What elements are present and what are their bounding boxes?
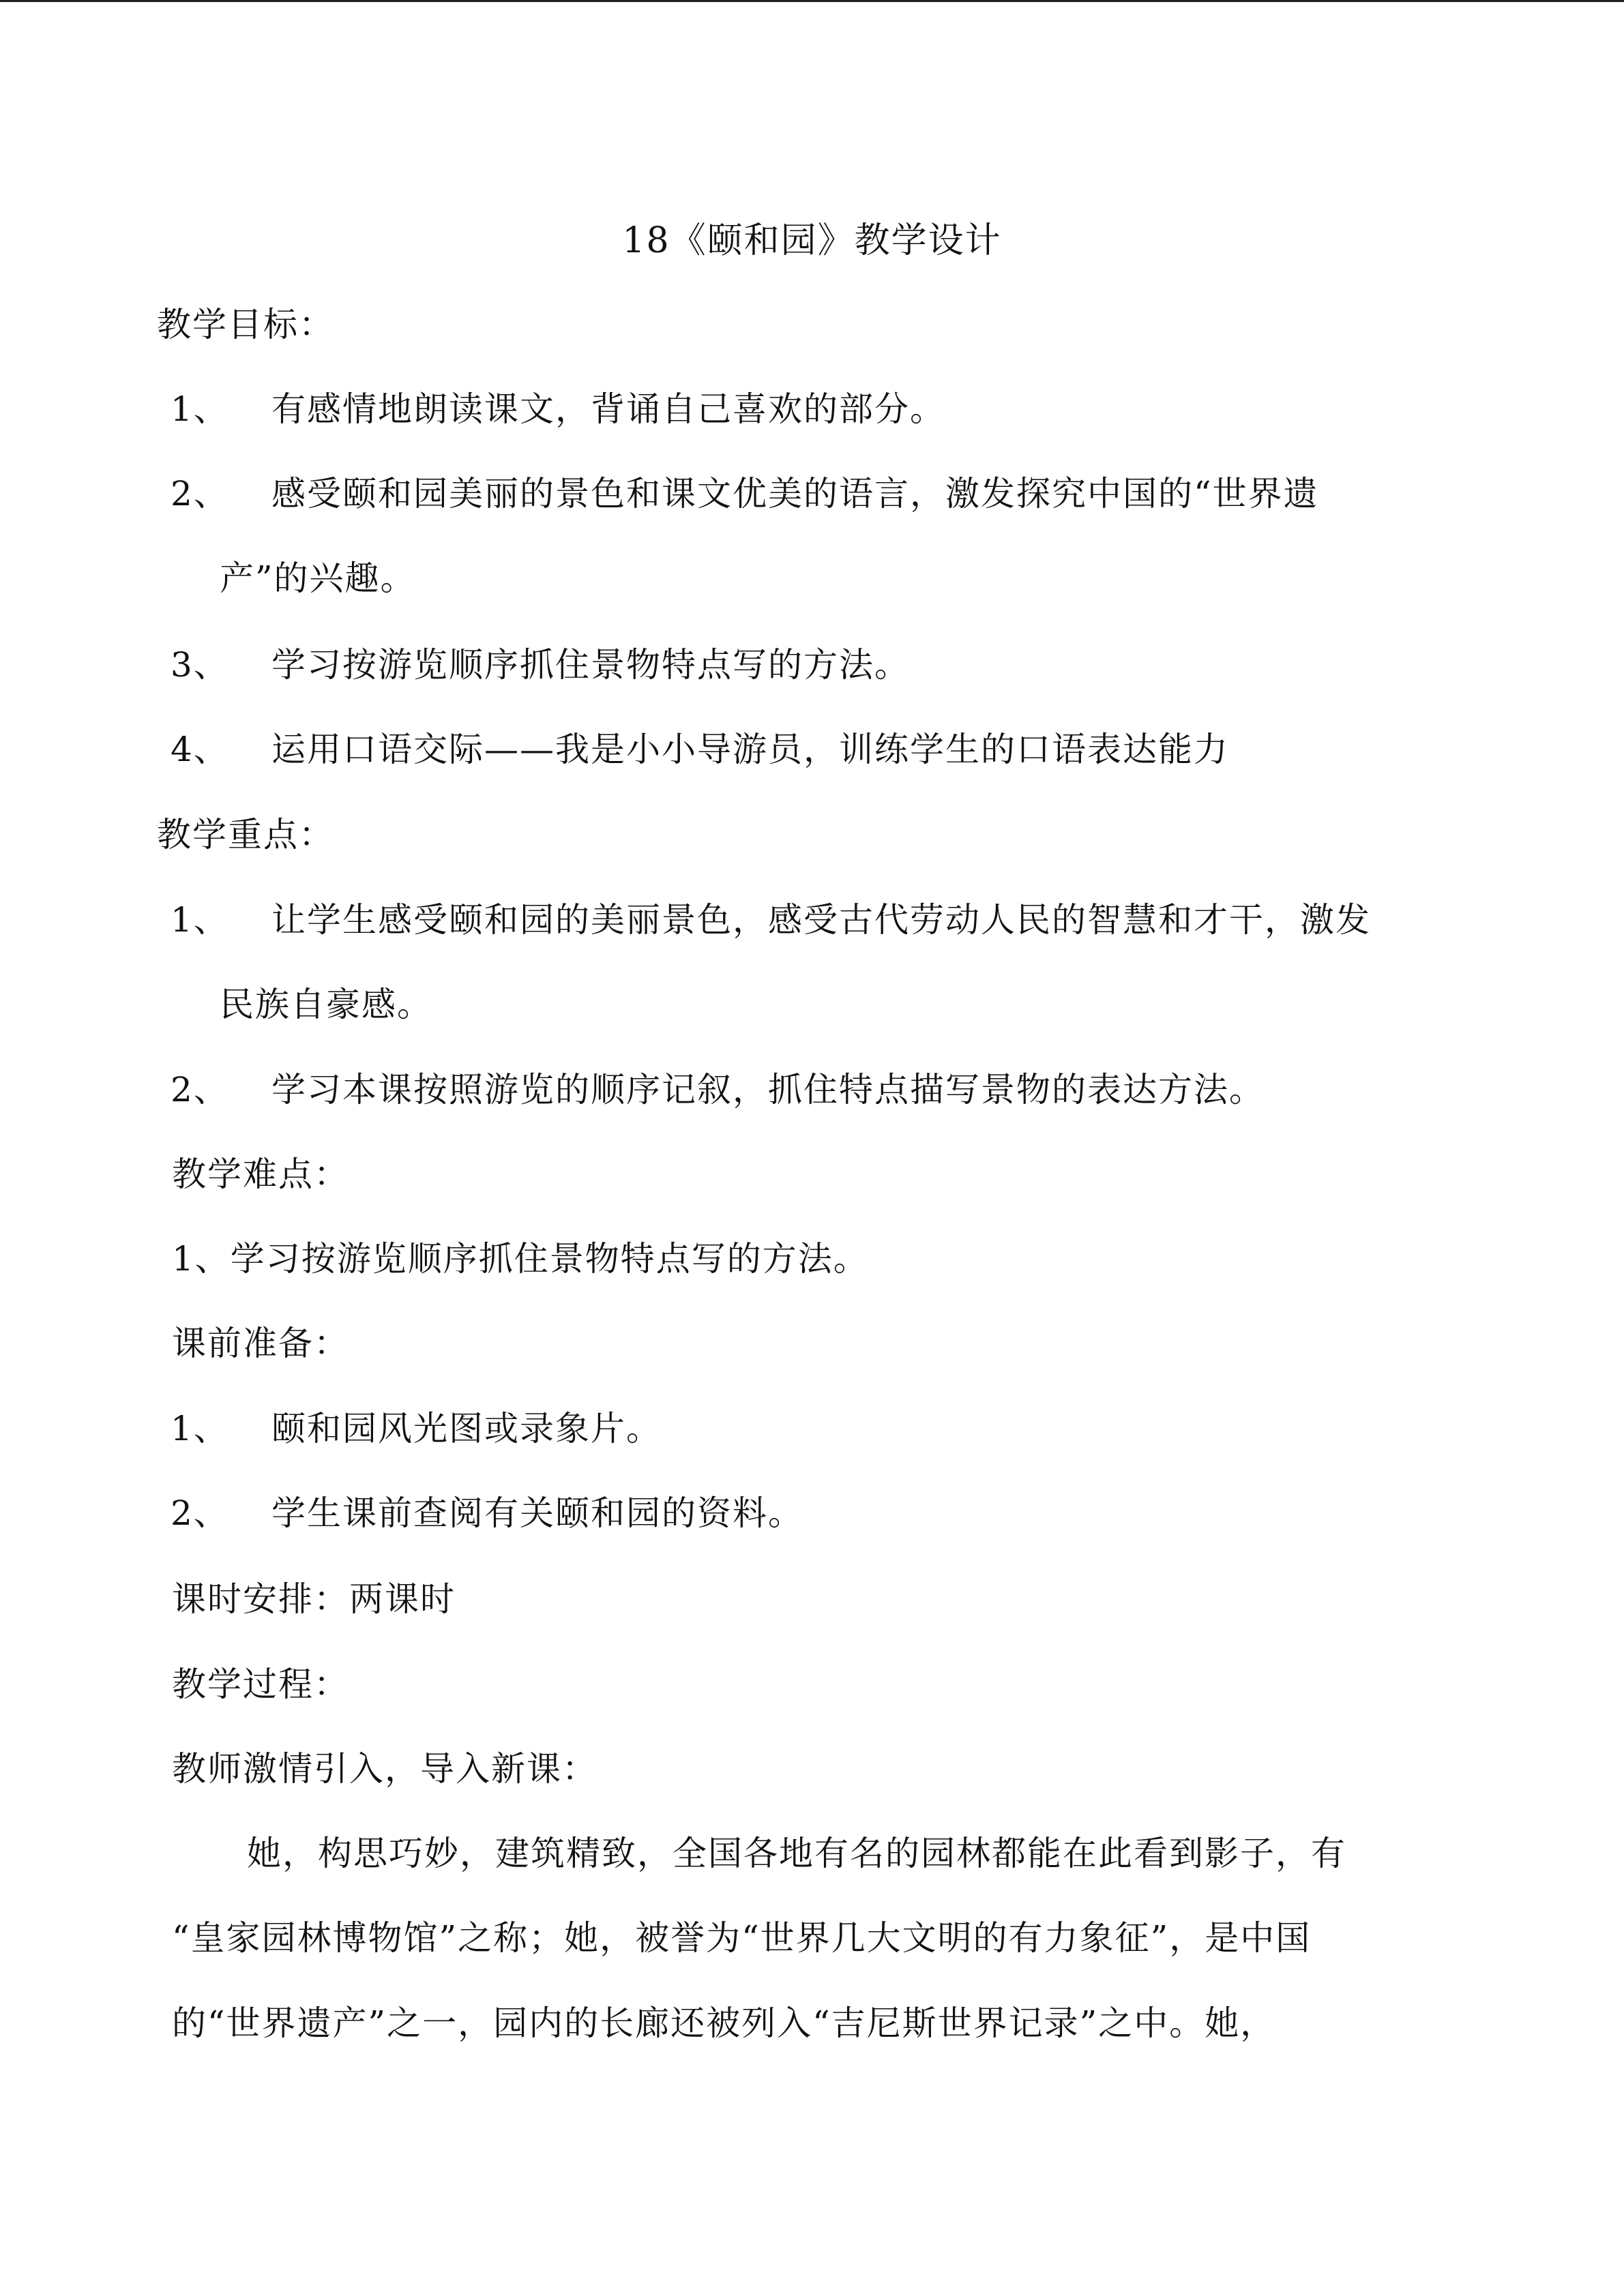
objective-item-1 [171,389,945,430]
list-text: 学生课前查阅有关颐和园的资料。 [271,1493,803,1533]
objective-item-4 [171,729,1229,770]
list-text: 有感情地朗读课文，背诵自己喜欢的部分。 [271,389,945,429]
key-point-item-1 [171,899,1371,940]
list-number: 2、 [171,474,229,513]
preparation-item-1 [171,1408,662,1449]
page-top-border [0,0,1624,2]
list-text: 学习按游览顺序抓住景物特点写的方法。 [271,645,910,685]
preparation-heading: 课前准备： [172,1324,349,1363]
list-number: 1、 [171,1409,229,1448]
list-text: 感受颐和园美丽的景色和课文优美的语言，激发探究中国的“世界遗 [271,474,1319,513]
list-text: 学习本课按照游览的顺序记叙，抓住特点描写景物的表达方法。 [271,1070,1265,1109]
objective-item-2 [171,473,1319,514]
list-text: 运用口语交际——我是小小导游员，训练学生的口语表达能力 [271,730,1229,769]
list-number: 1、 [171,389,229,429]
list-text: 颐和园风光图或录象片。 [271,1409,662,1448]
preparation-item-2 [171,1493,803,1534]
key-point-item-2 [171,1069,1265,1110]
intro-heading: 教师激情引入，导入新课： [172,1749,597,1789]
list-number: 2、 [171,1493,229,1533]
objective-item-3 [171,644,910,685]
list-number: 4、 [171,730,229,769]
document-title: 18《颐和园》教学设计 [622,220,1002,261]
intro-paragraph-line-2: “皇家园林博物馆”之称；她，被誉为“世界几大文明的有力象征”，是中国 [172,1918,1312,1958]
difficulty-item: 1、学习按游览顺序抓住景物特点写的方法。 [172,1239,869,1279]
schedule-line: 课时安排：两课时 [172,1579,456,1619]
objectives-heading: 教学目标： [157,305,334,344]
difficulty-heading: 教学难点： [172,1154,349,1194]
key-point-item-1-continuation: 民族自豪感。 [220,985,432,1024]
list-number: 2、 [171,1070,229,1109]
process-heading: 教学过程： [172,1665,349,1704]
list-number: 1、 [171,900,229,940]
objective-item-2-continuation: 产”的兴趣。 [220,558,416,598]
list-text: 让学生感受颐和园的美丽景色，感受古代劳动人民的智慧和才干，激发 [271,900,1371,940]
intro-paragraph-line-1: 她，构思巧妙，建筑精致，全国各地有名的园林都能在此看到影子，有 [247,1834,1346,1873]
intro-paragraph-line-3: 的“世界遗产”之一，园内的长廊还被列入“吉尼斯世界记录”之中。她， [172,2003,1276,2043]
list-number: 3、 [171,645,229,685]
key-points-heading: 教学重点： [157,815,334,854]
